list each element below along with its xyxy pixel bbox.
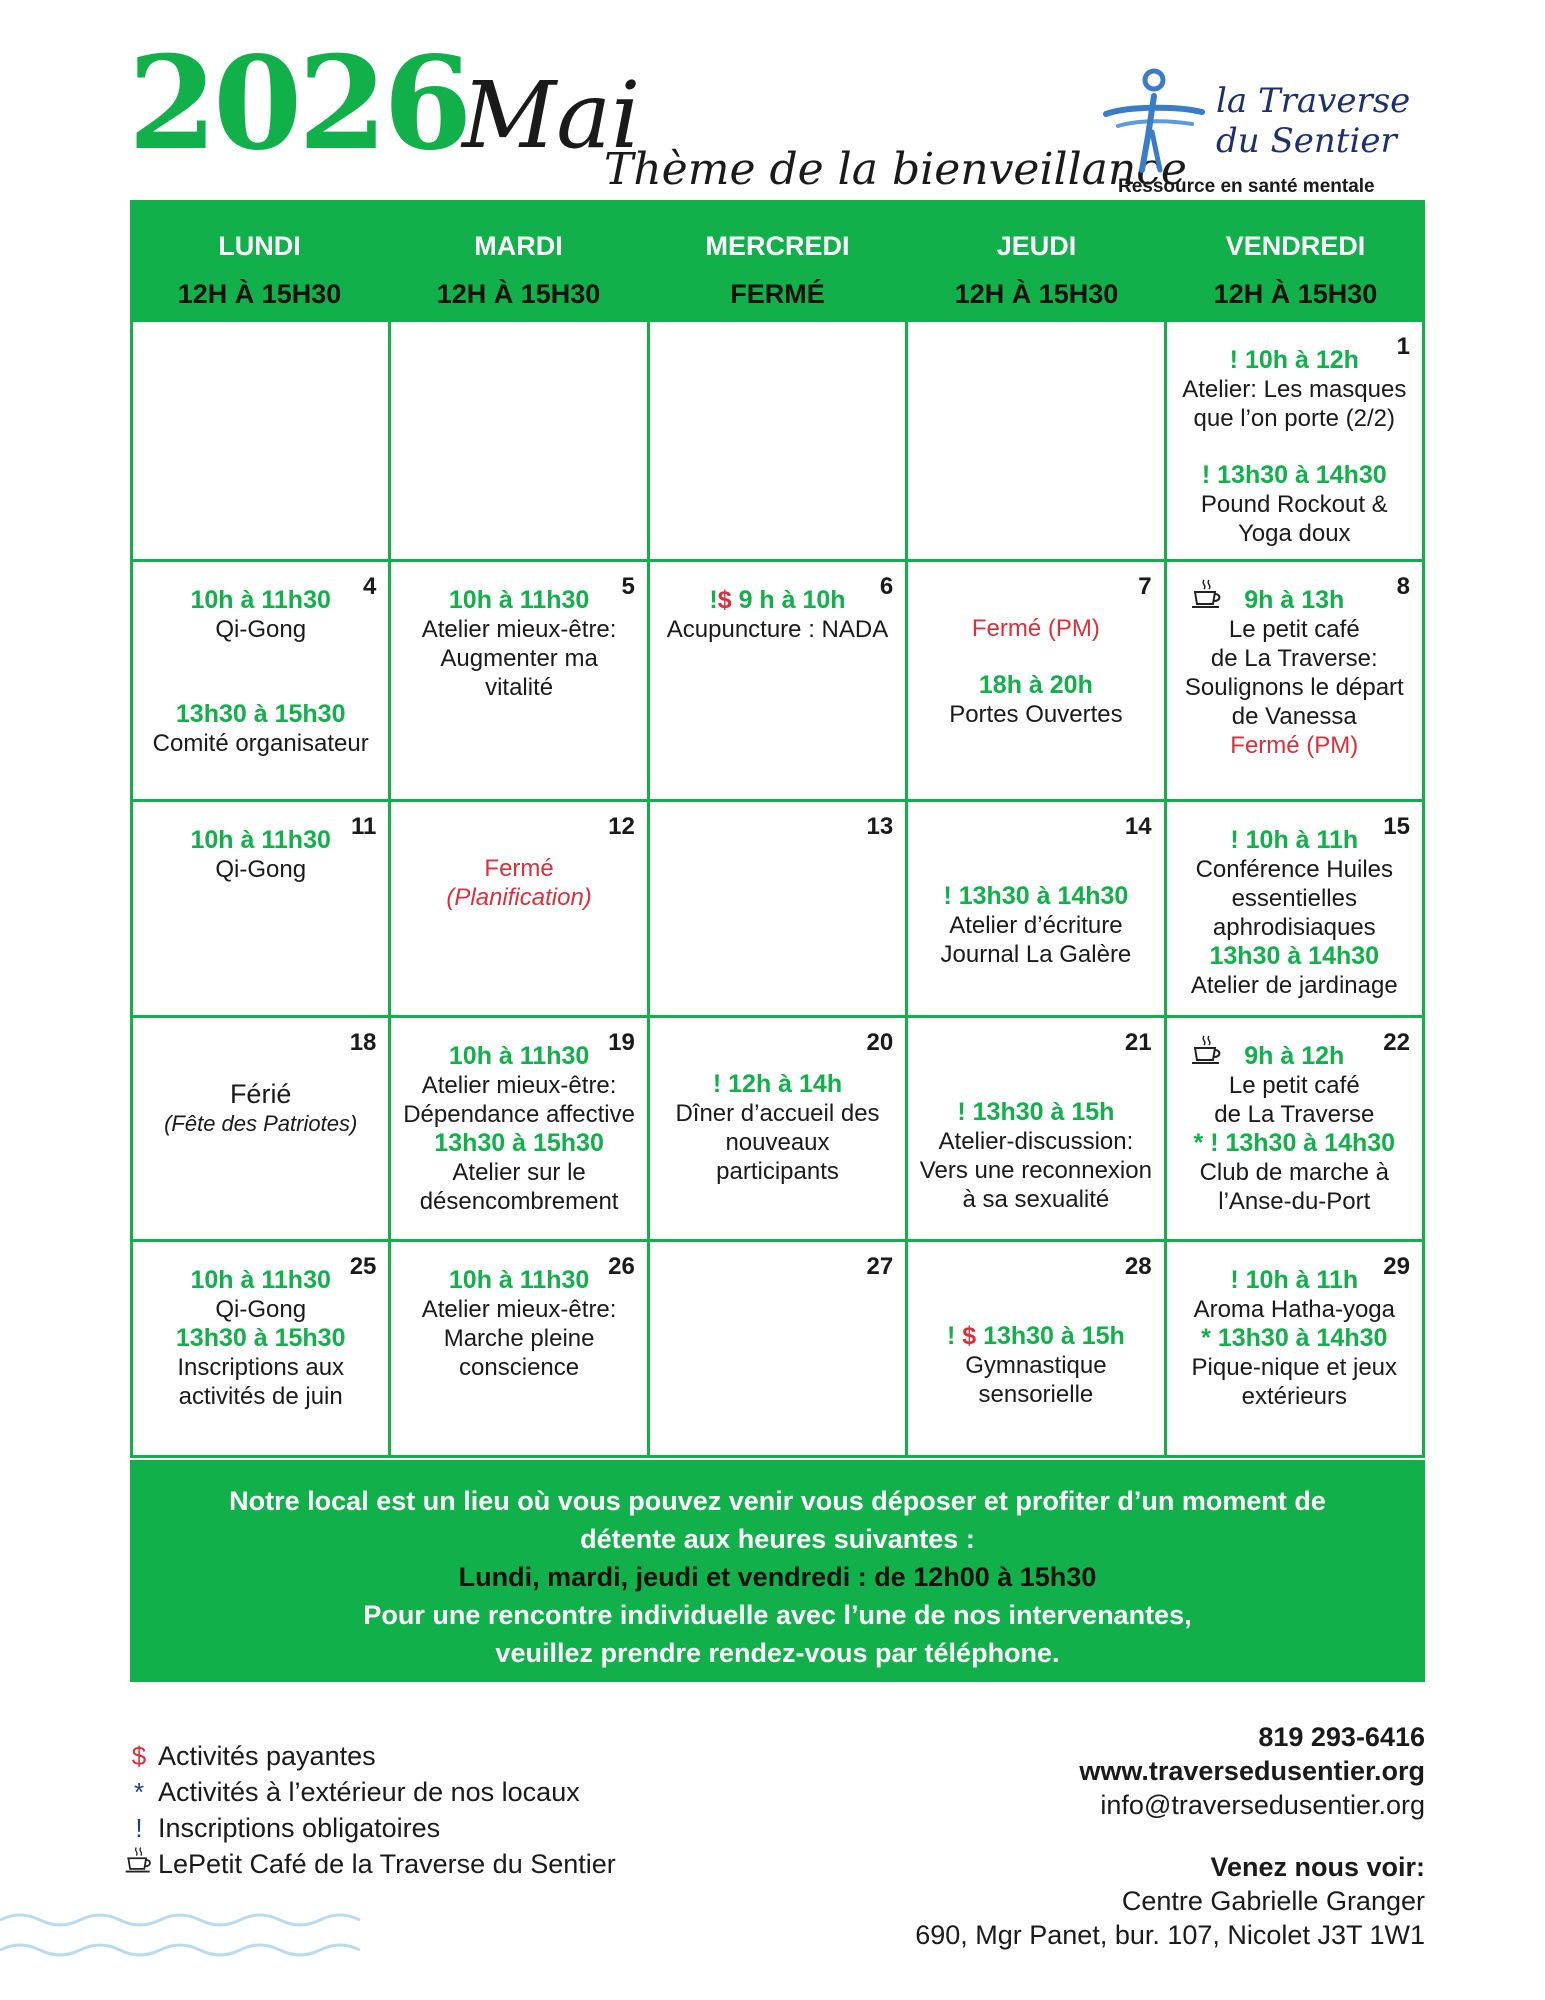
calendar-day-cell (908, 1242, 1166, 1458)
calendar-day-cell (133, 1018, 391, 1242)
event-description: que l’on porte (2/2) (1193, 405, 1396, 432)
holiday-note: (Fête des Patriotes) (164, 1111, 358, 1136)
calendar-day-cell (1167, 1018, 1425, 1242)
event-description: participants (716, 1158, 839, 1185)
event-description: Acupuncture : NADA (666, 616, 889, 643)
event-description: Atelier mieux-être: (421, 1296, 617, 1323)
closed-note: Fermé (PM) (971, 615, 1100, 642)
event-time: 10h à 11h30 (448, 586, 590, 614)
event-time: 10h à 11h30 (448, 1266, 590, 1294)
day-number: 7 (1138, 573, 1152, 600)
event-description: Qi-Gong (215, 1296, 307, 1323)
event-description: extérieurs (1241, 1383, 1347, 1410)
event-description: Pound Rockout & (1200, 491, 1388, 518)
calendar-day-cell (133, 802, 391, 1018)
calendar-header (130, 200, 1425, 322)
day-number: 20 (866, 1029, 894, 1056)
calendar-day-cell (1167, 802, 1425, 1018)
event-time: 10h à 11h30 (448, 1042, 590, 1070)
event-description: Atelier: Les masques (1182, 376, 1407, 403)
legend-label: Activités à l’extérieur de nos locaux (158, 1777, 580, 1807)
event-time: !$ 9 h à 10h (709, 586, 846, 614)
header-jeudi: JEUDI 12H À 15H30 (954, 231, 1119, 309)
event-description: Pique-nique et jeux (1191, 1354, 1398, 1381)
coffee-cup-icon (1189, 1032, 1225, 1068)
calendar-day-cell (650, 1018, 908, 1242)
calendar-day-cell (1167, 1242, 1425, 1458)
wave-decoration-icon (0, 1900, 360, 2000)
closed-note: Fermé (484, 855, 554, 882)
header-mardi: MARDI 12H À 15H30 (436, 231, 601, 309)
event-time: 13h30 à 14h30 (1209, 942, 1380, 970)
day-number: 28 (1124, 1253, 1152, 1280)
day-number: 6 (879, 573, 894, 600)
event-time: 10h à 11h30 (190, 1266, 331, 1294)
day-number: 27 (866, 1253, 894, 1280)
phone-number[interactable]: 819 293-6416 (1258, 1722, 1425, 1752)
theme-subtitle: Thème de la bienveillance (604, 144, 1187, 195)
event-time: 13h30 à 15h30 (434, 1129, 604, 1157)
event-description: Comité organisateur (152, 730, 369, 757)
legend-label: Inscriptions obligatoires (158, 1813, 441, 1843)
event-time: ! 10h à 11h (1230, 826, 1359, 854)
calendar-day-cell (908, 562, 1166, 802)
legend-item-registration (120, 1810, 616, 1846)
paid-marker: $ (717, 586, 732, 614)
event-time: * ! 13h30 à 14h30 (1193, 1129, 1396, 1157)
event-description: aphrodisiaques (1212, 914, 1376, 941)
calendar-day-cell (391, 802, 649, 1018)
event-description: Aroma Hatha-yoga (1193, 1296, 1395, 1323)
day-number: 21 (1124, 1029, 1152, 1056)
header-lundi: LUNDI 12H À 15H30 (177, 231, 342, 309)
calendar-day-cell (133, 322, 391, 562)
header-mercredi: MERCREDI FERMÉ (705, 231, 850, 309)
calendar-day-cell (650, 1242, 908, 1458)
calendar-day-cell (133, 562, 391, 802)
legend-label: LePetit Café de la Traverse du Sentier (158, 1849, 616, 1879)
event-description: activités de juin (178, 1383, 343, 1410)
event-time: 13h30 à 15h30 (175, 700, 346, 728)
event-description: Qi-Gong (215, 616, 307, 643)
address: 690, Mgr Panet, bur. 107, Nicolet J3T 1W1 (915, 1920, 1425, 1950)
event-time: 10h à 11h30 (190, 826, 331, 854)
calendar-day-cell (1167, 562, 1425, 802)
info-banner (130, 1460, 1425, 1682)
day-number: 1 (1396, 333, 1410, 360)
day-number: 29 (1383, 1253, 1410, 1280)
event-description: de Vanessa (1231, 703, 1357, 730)
event-description: Atelier mieux-être: (421, 616, 617, 643)
event-description: Portes Ouvertes (949, 701, 1123, 728)
event-time: 18h à 20h (978, 671, 1093, 699)
banner-line4: Pour une rencontre individuelle avec l’une de nos intervenantes, (363, 1600, 1192, 1630)
day-number: 14 (1124, 813, 1152, 840)
event-time: 10h à 11h30 (190, 586, 331, 614)
event-time: 9h à 12h (1244, 1042, 1345, 1070)
calendar-day-cell (1167, 322, 1425, 562)
walking-figure-icon (1098, 66, 1208, 176)
calendar-grid (130, 322, 1425, 1458)
event-description: l’Anse-du-Port (1218, 1188, 1371, 1215)
calendar-day-cell (908, 802, 1166, 1018)
event-description: Augmenter ma (440, 645, 598, 672)
event-description: conscience (459, 1354, 580, 1381)
event-description: Atelier mieux-être: (421, 1072, 617, 1099)
event-description: Dîner d’accueil des (675, 1100, 880, 1127)
closed-note: (Planification) (446, 884, 592, 911)
event-description: Atelier-discussion: (938, 1128, 1134, 1155)
day-number: 26 (608, 1253, 635, 1280)
event-description: à sa sexualité (962, 1186, 1110, 1213)
event-description: Le petit café (1228, 616, 1360, 643)
event-description: Soulignons le départ (1184, 674, 1404, 701)
calendar-day-cell (133, 1242, 391, 1458)
event-time: ! 12h à 14h (712, 1070, 843, 1098)
banner-line1: Notre local est un lieu où vous pouvez venir vous déposer et profiter d’un moment de (229, 1486, 1326, 1516)
logo-name-line1: la Traverse (1216, 81, 1411, 121)
calendar-day-cell (391, 1242, 649, 1458)
place-name: Centre Gabrielle Granger (1121, 1886, 1425, 1916)
calendar-day-cell (908, 322, 1166, 562)
event-description: Vers une reconnexion (919, 1157, 1152, 1184)
event-description: sensorielle (978, 1381, 1094, 1408)
legend (120, 1738, 616, 1882)
calendar-day-cell (650, 322, 908, 562)
event-description: Atelier sur le (452, 1159, 586, 1186)
day-number: 13 (866, 813, 894, 840)
banner-line5: veuillez prendre rendez-vous par téléphone. (495, 1638, 1060, 1668)
day-number: 4 (363, 573, 377, 600)
event-description: Club de marche à (1199, 1159, 1389, 1186)
event-time: ! 13h30 à 15h (957, 1098, 1115, 1126)
event-description: vitalité (485, 674, 554, 701)
event-description: Marche pleine (443, 1325, 595, 1352)
calendar-day-cell (391, 322, 649, 562)
event-time: ! 10h à 11h (1230, 1266, 1359, 1294)
day-number: 5 (621, 573, 635, 600)
logo-name-line2: du Sentier (1216, 121, 1397, 161)
organization-logo (1098, 66, 1428, 200)
event-description: de La Traverse (1214, 1101, 1375, 1128)
event-description: désencombrement (419, 1188, 619, 1215)
calendar-day-cell (650, 802, 908, 1018)
day-number: 8 (1396, 573, 1410, 600)
visit-title: Venez nous voir: (1210, 1852, 1425, 1882)
event-description: Qi-Gong (215, 856, 307, 883)
event-description: Atelier d’écriture (949, 912, 1123, 939)
event-time: ! 13h30 à 14h30 (1201, 461, 1387, 489)
event-time: ! $ 13h30 à 15h (946, 1322, 1125, 1350)
dollar-symbol: $ (131, 1741, 147, 1771)
event-description: essentielles (1231, 885, 1357, 912)
event-description: Inscriptions aux (177, 1354, 345, 1381)
day-number: 15 (1383, 813, 1410, 840)
asterisk-symbol: * (133, 1777, 145, 1807)
event-description: Yoga doux (1238, 520, 1351, 547)
event-description: Le petit café (1228, 1072, 1360, 1099)
event-time: * 13h30 à 14h30 (1201, 1324, 1388, 1352)
coffee-cup-icon (120, 1844, 158, 1885)
day-number: 19 (608, 1029, 635, 1056)
calendar-day-cell (908, 1018, 1166, 1242)
event-time: ! 13h30 à 14h30 (943, 882, 1129, 910)
month-title: Mai (462, 62, 641, 169)
event-description: Dépendance affective (403, 1101, 635, 1128)
event-description: Atelier de jardinage (1190, 972, 1398, 999)
event-time: 13h30 à 15h30 (175, 1324, 346, 1352)
year-title: 2026 (128, 29, 469, 179)
exclamation-symbol: ! (135, 1813, 143, 1843)
email-link[interactable]: info@traversedusentier.org (1100, 1790, 1425, 1820)
day-number: 25 (349, 1253, 377, 1280)
legend-item-outdoor (120, 1774, 616, 1810)
event-description: nouveaux (725, 1129, 830, 1156)
event-description: de La Traverse: (1210, 645, 1378, 672)
coffee-cup-icon (1189, 576, 1225, 612)
legend-item-cafe (120, 1846, 616, 1882)
event-time: ! 10h à 12h (1229, 346, 1359, 374)
legend-item-paid (120, 1738, 616, 1774)
logo-tagline: Ressource en santé mentale (1118, 176, 1375, 197)
calendar-day-cell (391, 562, 649, 802)
paid-marker: $ (962, 1322, 977, 1350)
header-vendredi: VENDREDI 12H À 15H30 (1213, 231, 1378, 309)
day-number: 11 (351, 813, 377, 840)
closed-note: Fermé (PM) (1230, 732, 1359, 759)
day-number: 12 (608, 813, 635, 840)
banner-line2: détente aux heures suivantes : (580, 1524, 975, 1554)
contact-block (915, 1720, 1425, 1952)
event-time: 9h à 13h (1244, 586, 1345, 614)
event-description: Journal La Galère (940, 941, 1132, 968)
legend-label: Activités payantes (158, 1741, 376, 1771)
calendar-day-cell (391, 1018, 649, 1242)
banner-hours: Lundi, mardi, jeudi et vendredi : de 12h00 à 15h30 (458, 1562, 1097, 1592)
holiday-title: Férié (229, 1079, 292, 1109)
event-description: Gymnastique (965, 1352, 1107, 1379)
event-description: Conférence Huiles (1195, 856, 1393, 883)
website-link[interactable]: www.traversedusentier.org (1079, 1756, 1425, 1786)
calendar-day-cell (650, 562, 908, 802)
monthly-calendar (130, 200, 1425, 1458)
day-number: 18 (349, 1029, 377, 1056)
day-number: 22 (1383, 1029, 1410, 1056)
